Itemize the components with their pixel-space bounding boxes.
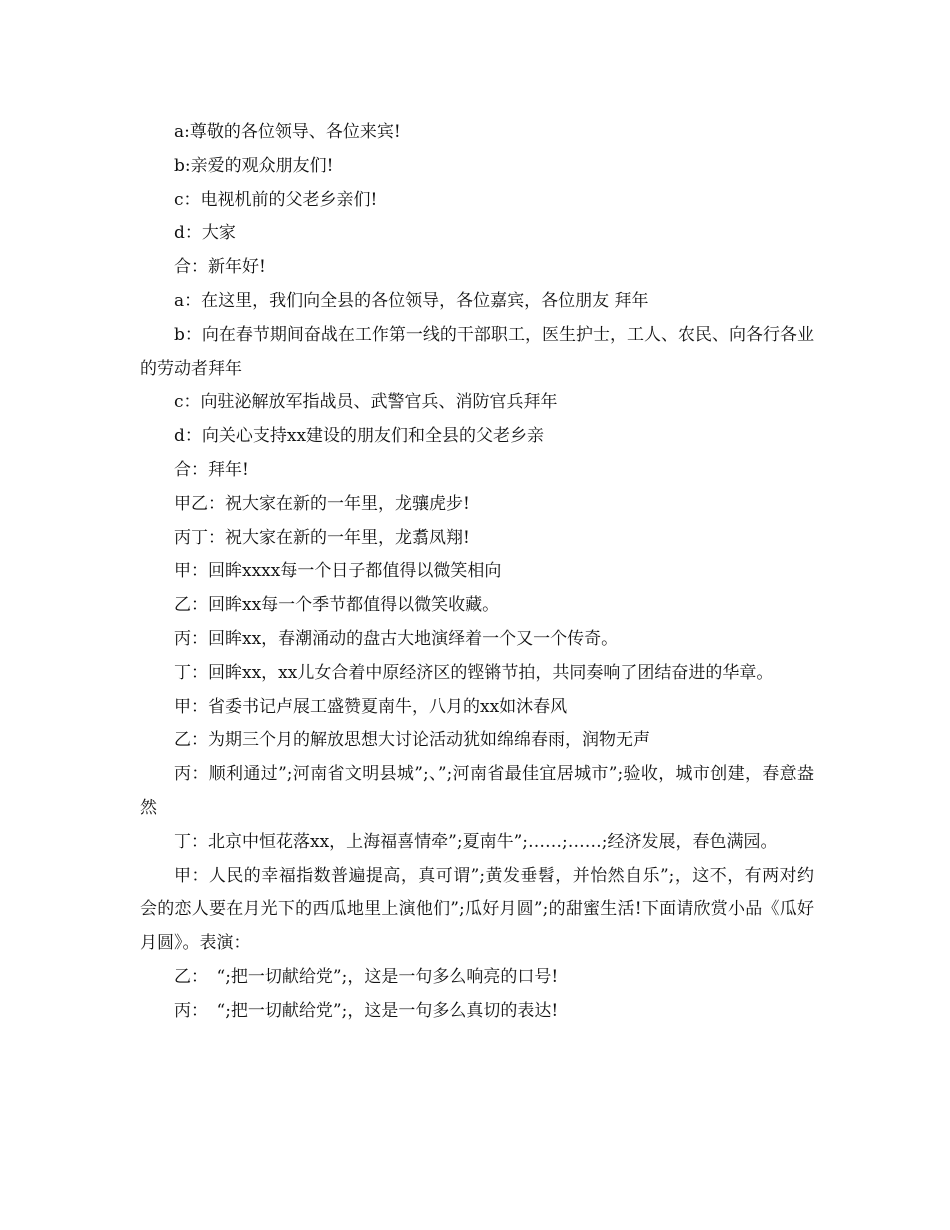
paragraph: a:尊敬的各位领导、各位来宾! xyxy=(174,122,401,142)
paragraph: 甲：人民的幸福指数普遍提高，真可谓”;黄发垂髫，并怡然自乐”;，这不，有两对约会的恋人要在月光下的西瓜地里上演他们”;瓜好月圆”;的甜蜜生活!下面请欣赏小品《瓜好月圆》。表演： xyxy=(140,865,814,954)
paragraph: d：大家 xyxy=(174,223,236,244)
paragraph: 甲乙：祝大家在新的一年里，龙骧虎步! xyxy=(174,493,470,514)
paragraph: 丙：顺利通过”;河南省文明县城”;、”;河南省最佳宜居城市”;验收，城市创建，春意盎然 xyxy=(140,764,814,818)
paragraph: c：电视机前的父老乡亲们! xyxy=(174,189,378,210)
paragraph: 合：拜年! xyxy=(174,459,249,480)
paragraph: b:亲爱的观众朋友们! xyxy=(174,155,334,176)
paragraph: 合：新年好! xyxy=(174,257,266,278)
paragraph: 丙： “;把一切献给党”;，这是一句多么真切的表达! xyxy=(174,1000,559,1021)
paragraph: 丁：北京中恒花落xx，上海福喜情牵”;夏南牛”;……;……;经济发展，春色满园。 xyxy=(174,831,778,852)
paragraph: 乙：为期三个月的解放思想大讨论活动犹如绵绵春雨，润物无声 xyxy=(174,730,650,751)
paragraph: a：在这里，我们向全县的各位领导，各位嘉宾，各位朋友 拜年 xyxy=(174,290,649,311)
paragraph: 丙：回眸xx，春潮涌动的盘古大地演绎着一个又一个传奇。 xyxy=(174,628,619,649)
paragraph: 乙： “;把一切献给党”;，这是一句多么响亮的口号! xyxy=(174,966,559,987)
paragraph: d：向关心支持xx建设的朋友们和全县的父老乡亲 xyxy=(174,426,545,447)
paragraph: 甲：省委书记卢展工盛赞夏南牛，八月的xx如沐春风 xyxy=(174,696,568,717)
paragraph: 乙：回眸xx每一个季节都值得以微笑收藏。 xyxy=(174,595,500,616)
paragraph: 丁：回眸xx，xx儿女合着中原经济区的铿锵节拍，共同奏响了团结奋进的华章。 xyxy=(174,662,774,683)
paragraph: c：向驻泌解放军指战员、武警官兵、消防官兵拜年 xyxy=(174,392,558,413)
paragraph: 丙丁：祝大家在新的一年里，龙翥凤翔! xyxy=(174,527,470,548)
paragraph: 甲：回眸xxxx每一个日子都值得以微笑相向 xyxy=(174,561,502,582)
document-body xyxy=(140,116,814,1029)
paragraph: b：向在春节期间奋战在工作第一线的干部职工，医生护士，工人、农民、向各行各业的劳动者拜年 xyxy=(140,324,814,379)
